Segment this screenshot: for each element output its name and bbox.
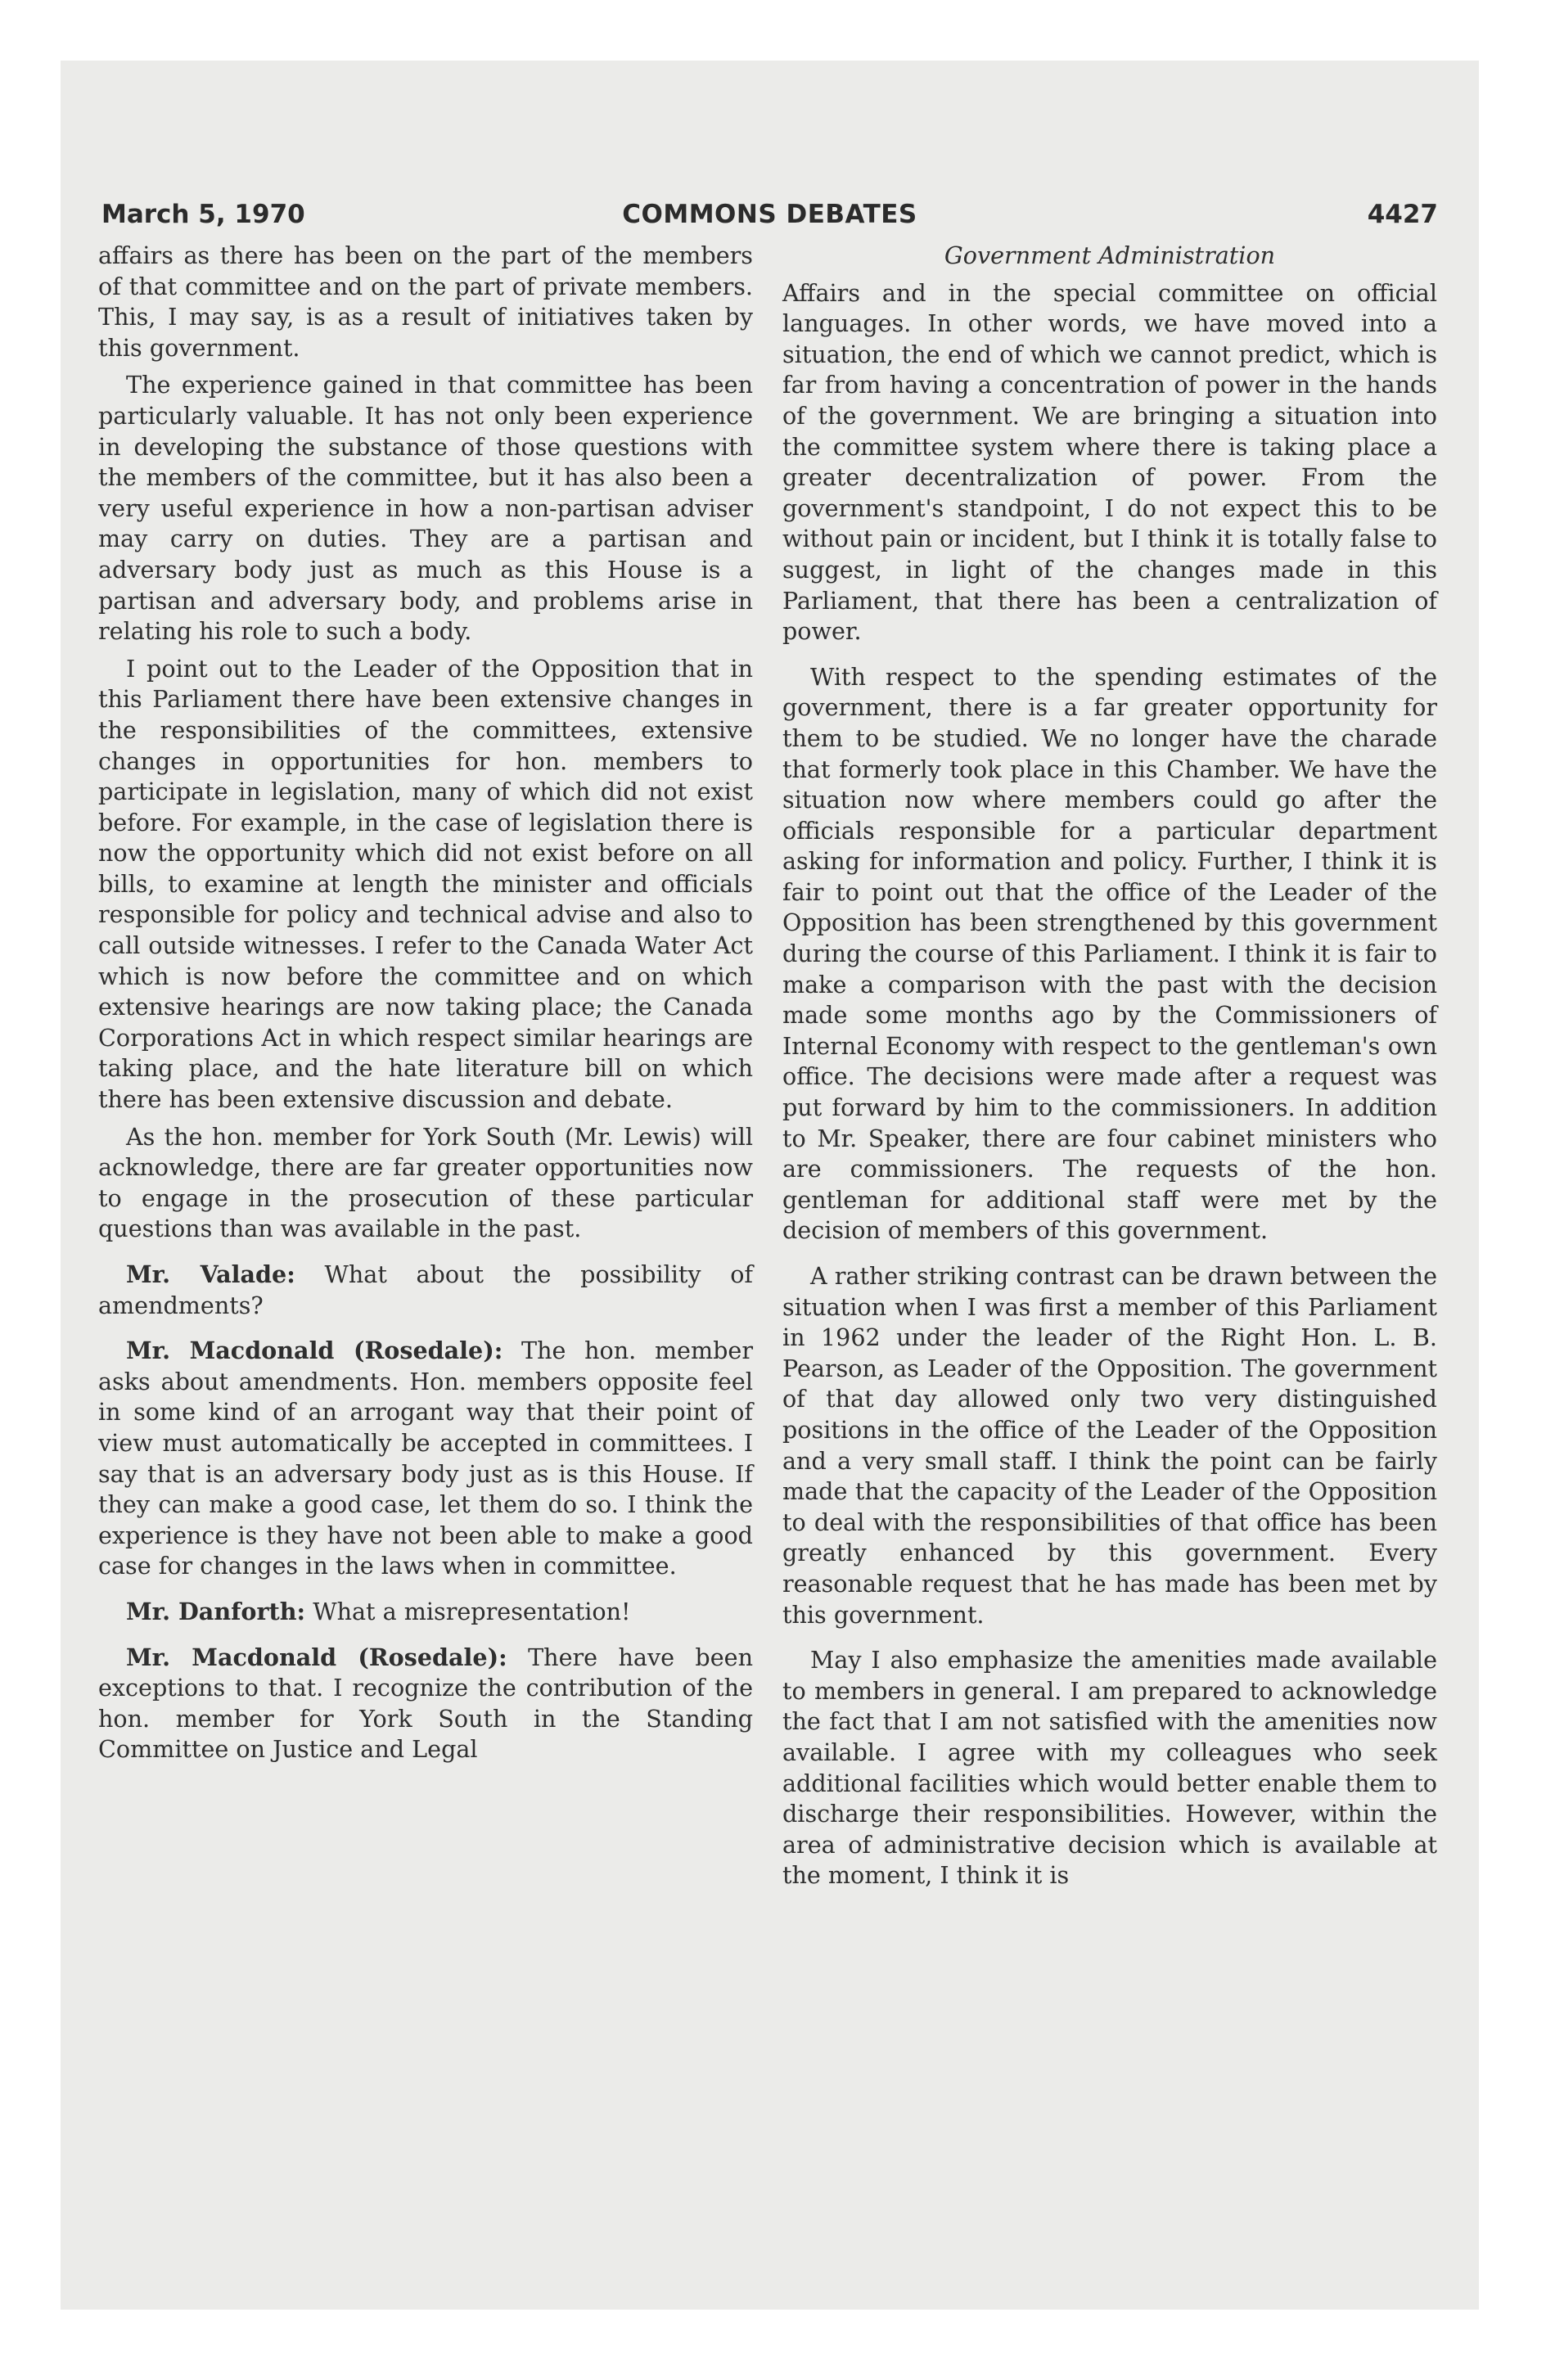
right-column <box>782 241 1437 1898</box>
header-journal-title: COMMONS DEBATES <box>622 200 917 229</box>
speech-macdonald-1 <box>98 1336 753 1582</box>
speaker-name: Mr. Macdonald (Rosedale): <box>126 1336 503 1365</box>
left-paragraph-3: I point out to the Leader of the Opposition that in this Parliament there have been extensive changes in the responsibilities of the committees, extensive changes in opportunities for hon. members to participate in legislation, many of which did not exist before. For example, in the case of legislation there is now the opportunity which did not exist before on all bills, to examine at length the minister and officials responsible for policy and technical advise and also to call outside witnesses. I refer to the Canada Water Act which is now before the committee and on which extensive hearings are now taking place; the Canada Corporations Act in which respect similar hearings are taking place, and the hate literature bill on which there has been extensive discussion and debate. <box>98 654 753 1114</box>
speech-text: There have been exceptions to that. I recognize the contribution of the hon. member for York South in the Standing Committee on Justice and Legal <box>98 1643 753 1764</box>
speaker-name: Mr. Macdonald (Rosedale): <box>126 1643 507 1671</box>
header-date: March 5, 1970 <box>101 200 305 229</box>
section-title: Government Administration <box>944 241 1276 269</box>
speech-text: The hon. member asks about amendments. Hon. members opposite feel in some kind of an arrogant way that their point of view must automatically be accepted in committees. I say that is an adversary body just as is this House. If they can make a good case, let them do so. I think the experience is they have not been able to make a good case for changes in the laws when in committee. <box>98 1336 753 1580</box>
document-page <box>61 61 1479 2310</box>
right-paragraph-2: With respect to the spending estimates of the government, there is a far greater opportunity for them to be studied. We no longer have the charade that formerly took place in this Chamber. We have the situation now where members could go after the officials responsible for a particular department asking for information and policy. Further, I think it is fair to point out that the office of the Leader of the Opposition has been strengthened by this government during the course of this Parliament. I think it is fair to make a comparison with the past with the decision made some months ago by the Commissioners of Internal Economy with respect to the gentleman's own office. The decisions were made after a request was put forward by him to the commissioners. In addition to Mr. Speaker, there are four cabinet ministers who are commissioners. The requests of the hon. gentleman for additional staff were met by the decision of members of this government. <box>782 662 1437 1245</box>
right-paragraph-3: A rather striking contrast can be drawn between the situation when I was first a member of this Parliament in 1962 under the leader of the Right Hon. L. B. Pearson, as Leader of the Opposition. The government of that day allowed only two very distinguished positions in the office of the Leader of the Opposition and a very small staff. I think the point can be fairly made that the capacity of the Leader of the Opposition to deal with the responsibilities of that office has been greatly enhanced by this government. Every reasonable request that he has made has been met by this government. <box>782 1262 1437 1629</box>
right-paragraph-4: May I also emphasize the amenities made available to members in general. I am prepared to acknowledge the fact that I am not satisfied with the amenities now available. I agree with my colleagues who seek additional facilities which would better enable them to discharge their responsibilities. However, within the area of administrative decision which is available at the moment, I think it is <box>782 1646 1437 1890</box>
speaker-name: Mr. Valade: <box>126 1260 295 1288</box>
header-page-number: 4427 <box>1367 200 1438 229</box>
left-paragraph-2: The experience gained in that committee has been particularly valuable. It has not only been experience in developing the substance of those questions with the members of the committee, but it has also been a very useful experience in how a non-partisan adviser may carry on duties. They are a partisan and adversary body just as much as this House is a partisan and adversary body, and problems arise in relating his role to such a body. <box>98 371 753 646</box>
speaker-name: Mr. Danforth: <box>126 1597 306 1625</box>
speech-text: What about the possibility of amendments? <box>98 1260 753 1319</box>
left-column <box>98 241 753 1772</box>
left-paragraph-4: As the hon. member for York South (Mr. Lewis) will acknowledge, there are far greater opportunities now to engage in the prosecution of these particular questions than was available in the past. <box>98 1122 753 1243</box>
page-header <box>101 200 1438 241</box>
speech-danforth <box>98 1597 753 1628</box>
left-paragraph-1: affairs as there has been on the part of the members of that committee and on the part of private members. This, I may say, is as a result of initiatives taken by this government. <box>98 241 753 362</box>
speech-text: What a misrepresentation! <box>313 1597 631 1625</box>
speech-valade <box>98 1260 753 1321</box>
right-paragraph-1: Affairs and in the special committee on official languages. In other words, we have moved into a situation, the end of which we cannot predict, which is far from having a concentration of power in the hands of the government. We are bringing a situation into the committee system where there is taking place a greater decentralization of power. From the government's standpoint, I do not expect this to be without pain or incident, but I think it is totally false to suggest, in light of the changes made in this Parliament, that there has been a centralization of power. <box>782 278 1437 646</box>
speech-macdonald-2 <box>98 1643 753 1765</box>
